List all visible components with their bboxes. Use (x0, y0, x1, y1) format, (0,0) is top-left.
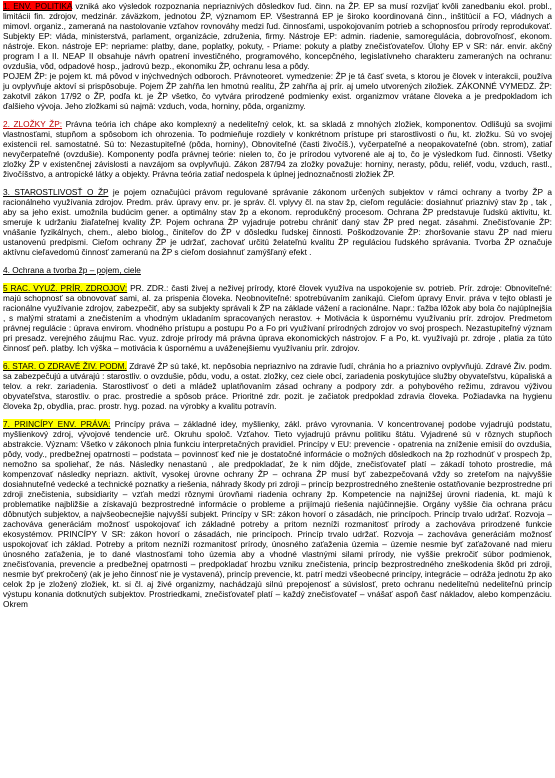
section-3-paragraph (3, 187, 552, 257)
section-3-text: je pojem označujúci právom regulované správanie zákonom určených subjektov v rámci ochrany a tvorby ŽP a racionálneho využívania zdrojov. Predm. práv. úpravy env. pr. je správ. čl. vplyvy čl. na stav žp, cieľom regulácie: dosiahnuť priaznivý stav žp , tak , aby sa jeho exist. umožnila budúcim gener. a optimálny stav žp a ekonom. reprodukčný procesom. Ochrana ŽP predstavuje ľudskú aktivitu, kt. smeruje k udržaniu žiaľateľnej kvality ŽP. Pojem ochrana ŽP vyjadruje potrebu chrániť daný stav ŽP pred negat. zásahmi. Znečisťovanie ŽP: vnášanie fyzikálnych, chem., alebo biolog., činiteľov do ŽP v dôsledku ľudskej činnosti. Poškodzovanie ŽP: zhoršovanie stavu ŽP nad mieru ustanovenú predpismi. Cieľom ochrany ŽP je udržať, zachovať určitú želateľnú kvalitu ŽP reguláciou ľudského správania. Tvorba ŽP označuje aktívnu cieľavedomú činnosť zameranú na ŽP s cieľom dosiahnuť zamýšľaný efekt . (3, 187, 552, 257)
section-4-heading: 4. Ochrana a tvorba žp – pojem, ciele (3, 265, 141, 275)
section-6-paragraph (3, 361, 552, 411)
section-principy (3, 419, 552, 609)
section-3-heading: 3. STAROSTLIVOSŤ O ŽP (3, 187, 109, 197)
section-zlozky-zp (3, 119, 552, 179)
section-2-heading: 2. ZLOŽKY ŽP: (3, 119, 63, 129)
section-7-text: Princípy práva – základné idey, myšlienky, zákl. právo vyrovnania. V koncentrovanej podobe vyjadrujú podstatu, myšlienkový zdroj, vývojové tendencie urč. Okruhu spoloč. Vzťahov. Tieto vyjadrujú právnu politiku štátu. Vyjadrené sú v rôznych stupňoch abstrakcie. Význam: Všetko v zákonoch plnia funkciu interpretačných pravidiel. Princípy v EU: prevencie - opatrenia na zníženie emisií do ovzdušia, pôdy, vody., predbežnej opatrnosti – podstata – povinnosť keď nie je dostatočné informácie o možných dôsledkoch na žp rozhodnúť v prospech žp, nemožno sa spoliehať, že nás. Následky nenastanú , ale predpokladať, že k nim dôjde, znečisťovateľ platí – zákadí tohoto prostredie, má kompenzovať následky nepriazn. aktivít, vysokej úrovne ochrany ŽP – ochrana ŽP musí byť zabezpečovaná vždy so zreteľom na najvyššie dosiahnuteľné vedecké a technické poznatky a riešenia, náhrady škody pri zdroji – princíp bezprostredného zneštenie ostatňovanie bezprostredne pri zdroji znečistenia, subsidiarity – vzťah medzi rôznymi úrovňami riadenia ochrany žp. Kompetencie na najnižšej úrovni riadenia, kt. majú k problematike najbližšie a získavajú bezprostredné informácie o probleme a prijímajú riešenia najúčinnejšie. Orgány vyššie čia ochrana prácu dôbnutých subjektov, a najvšeobecnejšie najvyšší subjekt. Princípy v SR: zákon hovorí o zásadách, nie princípoch. Princíp trvalo udržať. Rozvoja – zachováva generáciám možnosť uspokojovať ich základné potreby a pritom nezníži rozmanitosť prírody a zachováva prirodzené funkcie ekosystémov. PRINCÍPY V SR: zákon hovorí o zásadách, nie princípoch. Princíp trvalo udržať. Rozvoja – zachováva generáciám možnosť uspokojovať ich základ. Potreby a pritom nezníži rozmanitosť prírody, únosného zaťaženia územia – územie nesmie byť zaťažované nad mieru únosného zaťaženia, je to dané vlastnosťami toho územia aby a vhodné vlastnými silami prírody, nie vyššie prekročiť súbor podmienok, znečisťovania, prevencie a predbežnej opatrnosti – predpokladať hrozbu vzniku znečistenia, princíp bezprostredného zneškodenia škôd pri zdroji, nesmie byť prekročený (ak je jeho činnosť nie je vystavená), princíp prevencie, kt. patrí medzi všeobecné princípy, integrácie – odráža jednotu žp ako celok žp je zložený zložiek, kt. si čl. aj živé organizmy, nachádzajú silnú prepojenosť a súvislosť, preto ochranu nedeliteľnú nedeliteľnú princíp výstupu konania dotknutých subjektov. Prostriedkami, znečisťovateľ platí – každý znečisťovateľ – vnášať aspoň časť nákladov, alebo kompenzáciu. Okrem (3, 419, 552, 609)
section-1-heading: 1. ENV. POLITIKA (3, 1, 73, 11)
section-env-politika (3, 1, 552, 111)
section-prir-zdroje (3, 283, 552, 353)
section-1-paragraph (3, 1, 552, 71)
section-6-text: Zdravé ŽP sú také, kt. nepôsobia nepriaznivo na zdravie ľudí, chránia ho a priaznivo ovplyvňujú. Zdravé Živ. podm. sa zabezpečujú a utvárajú : starostliv. o ovzdušie, pôdu, vodu, a ostat. zložky, cez ciele obcí, zariadenia poskytujúce služby obyvateľstvu, kúpaliská a telov. a rekr. zariadenia. Starostlivosť o deti a mládež uplatňovaním zásad ochrany a podpory zdr. a pohybového režimu, zdravou výživou obyvateľstva, starostliv. o prac. prostredie a spôsob práce. Prioritné zdr. pozit. je začiatok predpoklad zdravia človeka. Požiadavka na hygienu človeka žp, obydlia, prac. prostr. hyg. pozad. na výrobky a kvalitu potravín. (3, 361, 552, 411)
section-5-heading: 5 RAC. VYUŽ. PRÍR. ZDROJOV: (3, 283, 128, 293)
section-1-text: vzniká ako výsledok rozpoznania nepriaznivých dôsledkov ľud. činn. na ŽP. EP sa musí rozvíjať kvôli zanedbaniu ekol. probl., limitácii fin. zdrojov, medzinár. záväzkom, jednotou ŽP, významom EP. Všestranná EP je široko koordinovaná činn., inštitúcií a FO, vládnych a mimovl. organiz., zameraná na nastolovanie vzťahov rovnováhy medzi ľud. činnosťami, uspokojovaním potrieb a schopnosťou prírody reprodukovať. Subjekty EP: vláda, ministerstvá, parlament, organizácie, združenia, firmy. Nástroje EP: admin. riadenie, samoregulácia, dobrovoľnosť, ekonom. nástroje. Ekon. nástroje EP: nepriame: platby, dane, poplatky, pokuty, - Priame: pokuty a platby znečisťovateľov. Úlohy EP v SR: nár. envir. akčný program I a II. NEAP II obsahuje návrh opatrení investičného, programového, koncepčného, legislatívneho charakteru zameraných na ochranu: ovzdušia, vôd, odpadové hosp., jadrovú bezp., ekonomiku ŽP, ochranu lesa a pôdy. (3, 1, 552, 71)
section-5-paragraph (3, 283, 552, 353)
section-7-paragraph (3, 419, 552, 609)
section-6-heading: 6. STAR. O ZDRAVÉ ŽIV. PODM. (3, 361, 127, 371)
section-starostlivost (3, 187, 552, 257)
section-1-paragraph-2: POJEM ŽP: je pojem kt. má pôvod v inýchvedných odboroch. Právnoteoret. vymedzenie: ŽP je tá časť sveta, s ktorou je človek v interakcii, používa ju ovplyvňuje aktoví si prispôsobuje. Pojem ŽP zahŕňa len hmotnú realitu, ŽP zahŕňa aj prír. aj umelo utvorených ziložiek. ZÁKONNÉ VYMEDZ. ŽP: zakotvil zákon 17/92 o ŽP, podľa kt. je ŽP všetko, čo vytvára prirodzené podmienky exist. organizmov vrátane človeka a je predpokladom ich ďalšieho vývoja. Jeho zložkami sú najmä: vzduch, voda, horniny, pôda, organizmy. (3, 71, 552, 111)
section-7-heading: 7. PRINCÍPY ENV. PRÁVA: (3, 419, 111, 429)
section-5-text: PR. ZDR.: časti živej a neživej prírody, ktoré človek využíva na uspokojenie sv. potrieb. Prír. zdroje: Obnoviteľné: majú schopnosť sa obnovovať sami, al. za prispenia človeka. Neobnoviteľné: spotrebúvaním zanikajú. Cieľom úpravy Envir. práva v tejto oblasti je racionálne využívanie zdrojov, zabezpečiť, aby sa subjekty správali k ŽP na základe vážení a racionálne. Napr.: ťažba lôžok aby bola čo najúplnejšia , s malými stratami a znečistením a vhodným ukladaním spracovaných nerastov. + Motivácia k úspornému využívaniu prír. zdrojov. Predmetom právnej regulácie : úprava envirom. vhodného prístupu a postupu Po a Fo pri využívaní prírodných zdrojov vo svoj prospech. Nezastupiteľný význam pri presadz. verejného záujmu Rac. vyuz. zdroje prírody má právna úprava ekonomických nástrojov. F a Po, kt. využívajú pr. zdroje , platia za túto činnosť peň. platby. Ich výška – motivácia k úspornému a uváženejšiemu využívaniu prír. zdrojov. (3, 283, 552, 353)
section-2-text: Právna teória ich chápe ako komplexný a nedeliteľný celok, kt. sa skladá z mnohých zložiek, komponentov. Odlišujú sa svojimi vlastnosťami, stupňom a spôsobom ich ohrozenia. To podmieňuje rozdiely v konkrétnom prístupe pri starostlivosti o ňu, kt. zložku. Sú vo svojej existencii rel. samostatné. Sú to: Nezastupiteľné (pôda, horniny), Obnoviteľné (časti živočíš.), vyčerpateľné a neopakovateľné (obn. strom), zatiaľ nevyčerpateľné (ovzdušie). Komponenty podľa právnej teórie: nielen to, čo je prírodou vytvorené ale aj to, čo je výsledkom ľud. činnosti. Všetky zložky ŽP v existenčnej závislosti a navzájom sa ovplyvňujú. Zákon 287/94 za zložky považuje: horniny, nerasty, pôdu, reliéf, vodu, vzduch, rastl., živočíšstvo, a antropické látky a objekty. Právna teória zatiaľ nedospela k úplnej jednoznačnosti zložiek ŽP. (3, 119, 552, 179)
section-2-paragraph (3, 119, 552, 179)
section-zdrave-podm (3, 361, 552, 411)
